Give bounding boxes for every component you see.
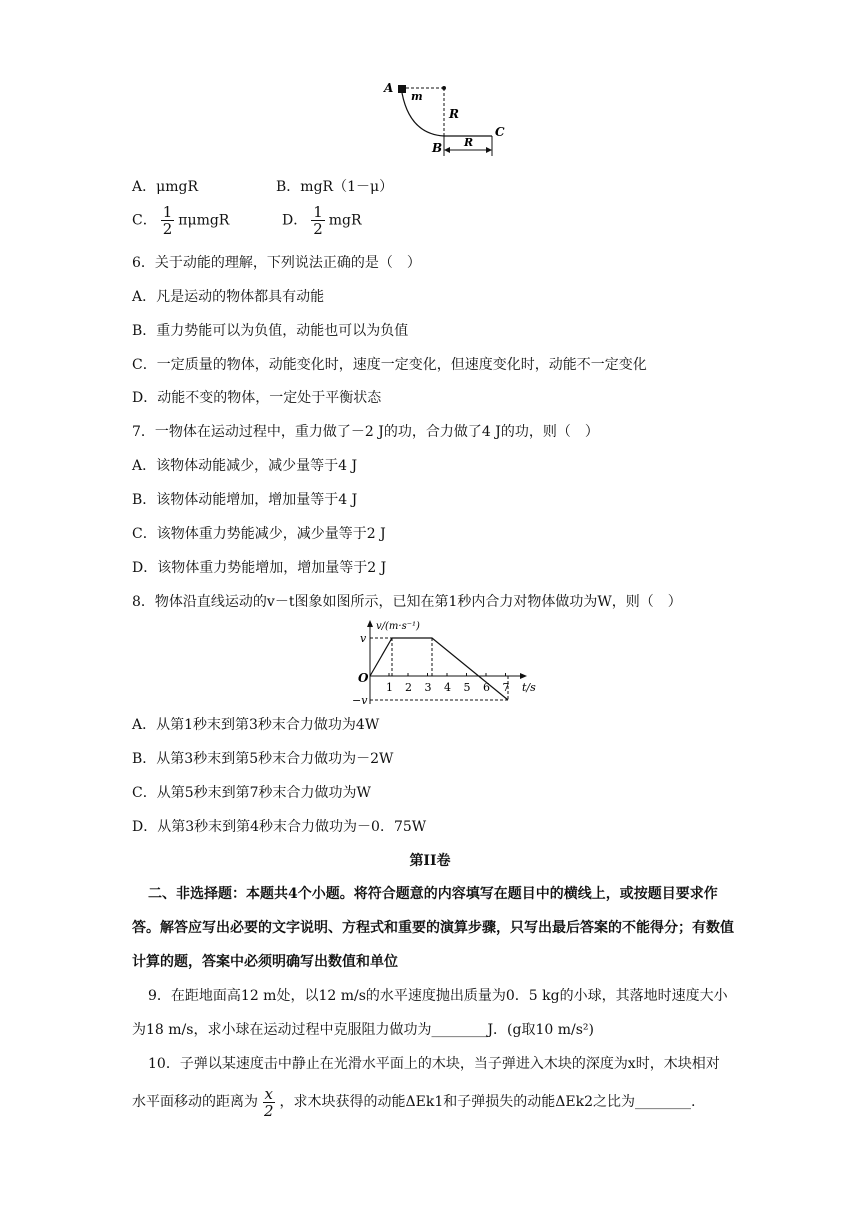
fraction-denominator: 2 bbox=[162, 220, 173, 238]
q8-option-a: A．从第1秒末到第3秒末合力做功为4W bbox=[132, 717, 380, 733]
origin-label: O bbox=[358, 671, 369, 685]
label-r-horizontal: R bbox=[464, 136, 474, 149]
q8-option-d: D．从第3秒末到第4秒末合力做功为－0．75W bbox=[132, 819, 427, 835]
dim-arrow-right bbox=[486, 147, 492, 153]
q5-option-c-suffix: πμmgR bbox=[178, 212, 230, 229]
neg-v-label: −v bbox=[352, 694, 368, 706]
q7-option-d: D．该物体重力势能增加，增加量等于2 J bbox=[132, 560, 387, 576]
t-axis-arrow bbox=[520, 673, 527, 679]
y-axis-label: v/(m·s⁻¹) bbox=[376, 621, 420, 632]
q9-line-2: 为18 m/s，求小球在运动过程中克服阻力做功为________J．(g取10 m/s²) bbox=[132, 1022, 594, 1038]
dim-arrow-left bbox=[444, 147, 450, 153]
section-instructions-line-3: 计算的题，答案中必须明确写出数值和单位 bbox=[132, 954, 398, 970]
q10-fraction bbox=[262, 1086, 276, 1119]
t-tick-label: 7 bbox=[502, 681, 510, 694]
track-figure bbox=[380, 76, 510, 160]
q7-option-c: C．该物体重力势能减少，减少量等于2 J bbox=[132, 526, 386, 542]
q5-option-c-fraction bbox=[161, 204, 175, 237]
fraction-denominator: 2 bbox=[264, 1101, 274, 1120]
q7-option-a: A．该物体动能减少，减少量等于4 J bbox=[132, 458, 358, 474]
q5-option-b: B．mgR（1－μ） bbox=[276, 179, 394, 195]
v-axis-arrow bbox=[367, 620, 373, 627]
q5-option-d-fraction bbox=[311, 204, 325, 237]
q6-stem: 6．关于动能的理解，下列说法正确的是（ ） bbox=[132, 255, 421, 271]
q5-option-c bbox=[132, 204, 229, 237]
section-instructions-line-1: 二、非选择题：本题共4个小题。将符合题意的内容填写在题目中的横线上，或按题目要求作 bbox=[148, 886, 718, 902]
t-tick-label: 3 bbox=[424, 681, 432, 694]
q8-stem: 8．物体沿直线运动的v－t图象如图所示，已知在第1秒内合力对物体做功为W，则（ ） bbox=[132, 594, 682, 610]
section-instructions-line-2: 答。解答应写出必要的文字说明、方程式和重要的演算步骤，只写出最后答案的不能得分；有数值 bbox=[132, 920, 734, 936]
block-a bbox=[398, 85, 406, 93]
q6-option-d: D．动能不变的物体，一定处于平衡状态 bbox=[132, 390, 382, 406]
v-label: v bbox=[360, 632, 367, 645]
q5-option-d bbox=[282, 204, 362, 237]
x-axis-label: t/s bbox=[522, 681, 536, 694]
fraction-denominator: 2 bbox=[313, 220, 323, 238]
q10-line-1: 10．子弹以某速度击中静止在光滑水平面上的木块，当子弹进入木块的深度为x时，木块相对 bbox=[148, 1056, 720, 1072]
fraction-numerator: 1 bbox=[162, 203, 173, 221]
q6-option-c: C．一定质量的物体，动能变化时，速度一定变化，但速度变化时，动能不一定变化 bbox=[132, 357, 647, 373]
t-tick-label: 2 bbox=[405, 681, 412, 694]
label-m: m bbox=[411, 90, 423, 103]
vt-graph bbox=[330, 616, 540, 706]
q7-stem: 7．一物体在运动过程中，重力做了－2 J的功，合力做了4 J的功，则（ ） bbox=[132, 424, 599, 440]
t-tick-label: 4 bbox=[444, 681, 451, 694]
label-a: A bbox=[384, 81, 394, 95]
q9-line-1: 9．在距地面高12 m处，以12 m/s的水平速度抛出质量为0．5 kg的小球，其落地时速度大小 bbox=[148, 988, 728, 1004]
t-tick-label: 5 bbox=[463, 681, 471, 694]
q5-option-c-prefix: C． bbox=[132, 212, 157, 229]
section-title: 第II卷 bbox=[409, 853, 451, 869]
label-c: C bbox=[495, 125, 505, 139]
q6-option-b: B．重力势能可以为负值，动能也可以为负值 bbox=[132, 323, 409, 339]
t-tick-label: 6 bbox=[483, 681, 490, 694]
label-b: B bbox=[432, 141, 443, 155]
q5-option-d-prefix: D． bbox=[282, 212, 308, 229]
fraction-numerator: 1 bbox=[313, 203, 323, 221]
q10-line-2 bbox=[132, 1082, 695, 1122]
q5-option-a: A．μmgR bbox=[132, 179, 198, 195]
q10-line-2-suffix: ，求木块获得的动能ΔEk1和子弹损失的动能ΔEk2之比为________. bbox=[279, 1094, 696, 1110]
q7-option-b: B．该物体动能增加，增加量等于4 J bbox=[132, 492, 358, 508]
q10-line-2-prefix: 水平面移动的距离为 bbox=[132, 1094, 258, 1110]
q5-option-d-suffix: mgR bbox=[328, 212, 362, 229]
q8-option-c: C．从第5秒末到第7秒末合力做功为W bbox=[132, 785, 371, 801]
arc-track bbox=[402, 93, 444, 136]
q8-option-b: B．从第3秒末到第5秒末合力做功为－2W bbox=[132, 751, 394, 767]
fraction-numerator: x bbox=[264, 1084, 273, 1103]
t-tick-label: 1 bbox=[386, 681, 393, 694]
q6-option-a: A．凡是运动的物体都具有动能 bbox=[132, 289, 325, 305]
label-r-vertical: R bbox=[449, 107, 459, 121]
